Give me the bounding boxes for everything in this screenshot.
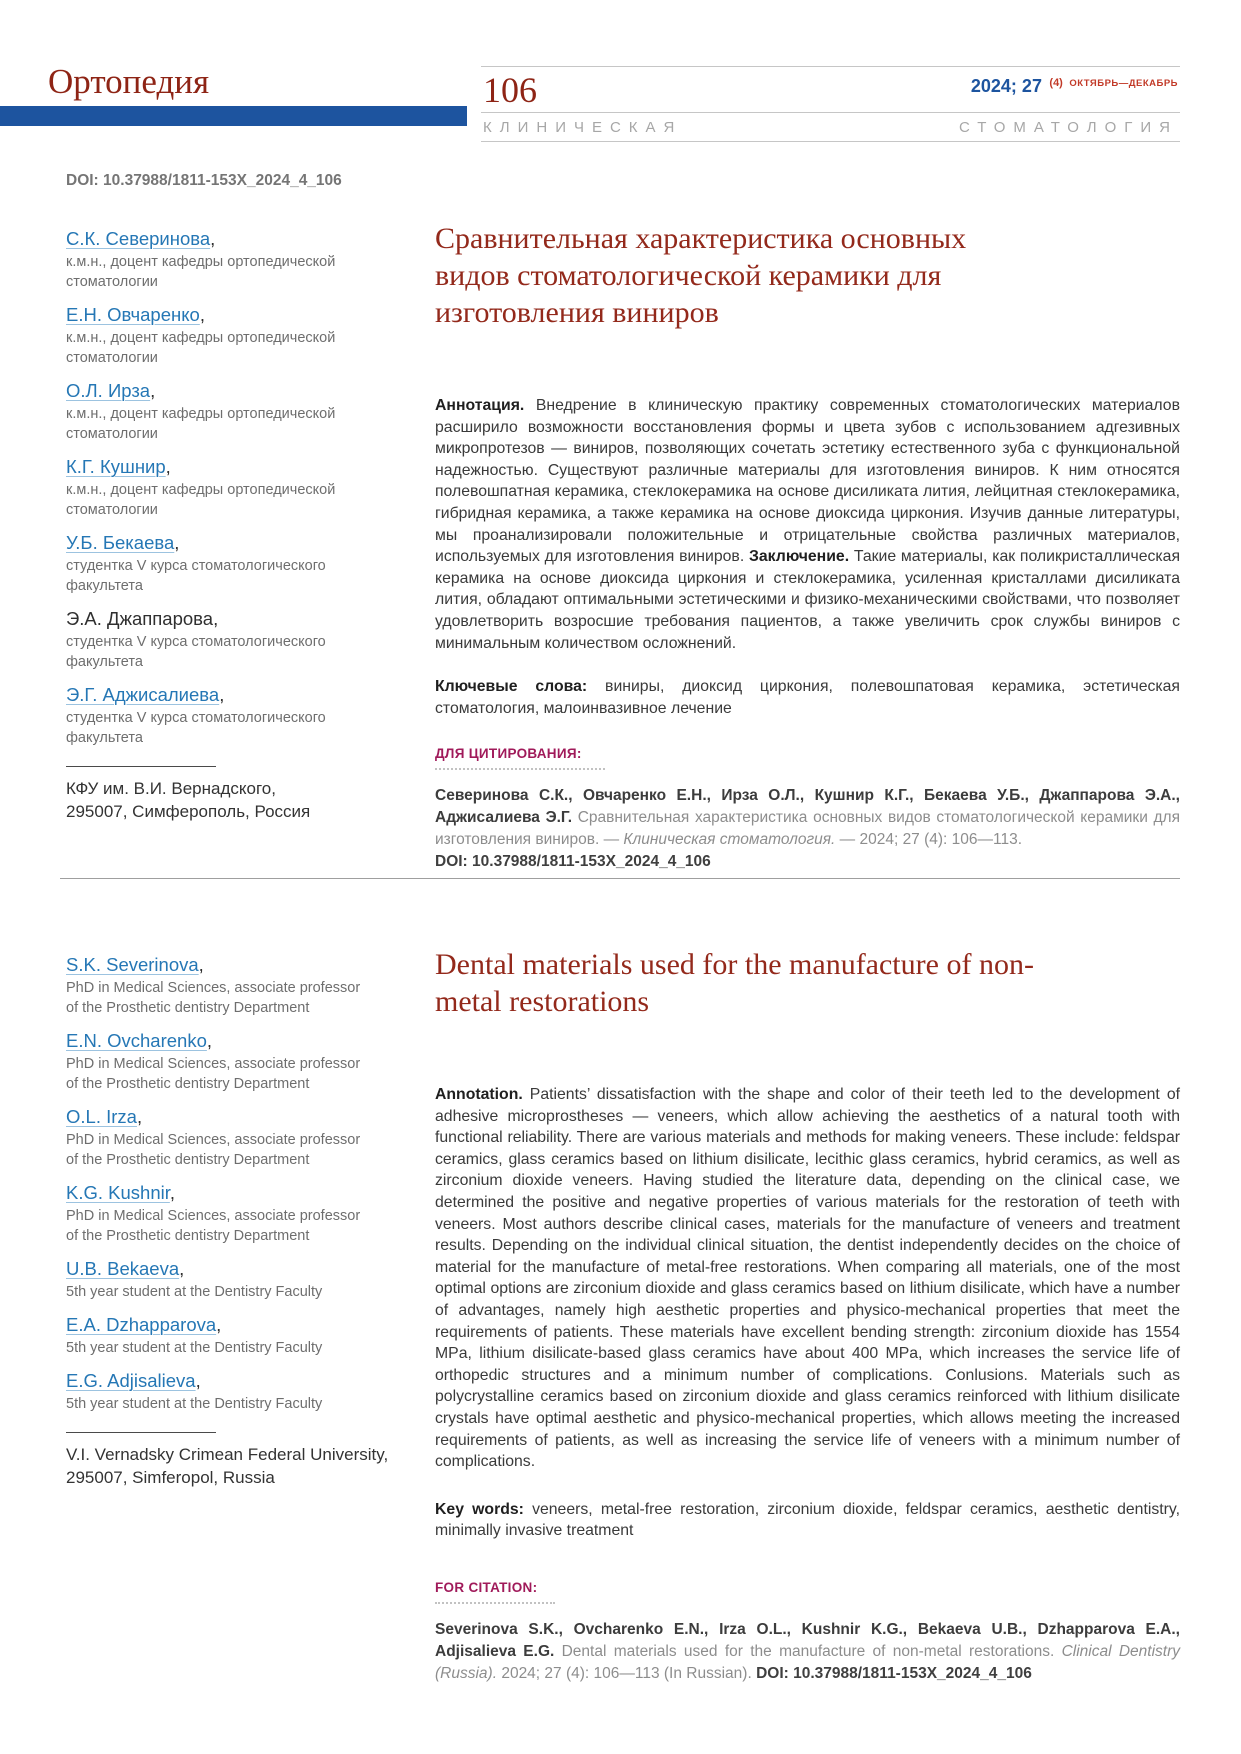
citation-tail: 2024; 27 (4): 106—113 (In Russian).: [497, 1664, 757, 1682]
comma: ,: [136, 1106, 143, 1127]
author-link[interactable]: О.Л. Ирза: [66, 380, 151, 401]
section-label: Ортопедия: [48, 62, 210, 101]
en-keywords: [435, 1499, 1180, 1542]
ru-abstract: [435, 395, 1180, 654]
header-center: [481, 66, 1180, 142]
ru-institution: [66, 777, 368, 823]
author-item: [66, 1180, 368, 1246]
header-rule-bottom: [481, 141, 1180, 142]
en-institution-line2: 295007, Simferopol, Russia: [66, 1468, 275, 1487]
ru-abstract-part2: Такие материалы, как поликристаллическая керамика на основе диоксида циркония и стеклокерамика, усиленная кристаллами дисиликата лития, обладают оптимальными эстетическими и физико-механическими свойствами, что позволяет удовлетворить возросшие требования пациентов, а также увеличить срок службы виниров с минимальным количеством осложнений.: [435, 548, 1180, 652]
institution-rule: [66, 766, 216, 767]
citation-tail: — 2024; 27 (4): 106—113.: [835, 831, 1023, 849]
journal-word-2: СТОМАТОЛОГИЯ: [958, 119, 1178, 136]
section-divider: [60, 878, 1180, 879]
author-link[interactable]: С.К. Северинова: [66, 228, 211, 249]
author-affiliation: PhD in Medical Sciences, associate professor of the Prosthetic dentistry Department: [66, 980, 361, 1016]
ru-citation-heading: [435, 746, 1180, 770]
keywords-label: Key words:: [435, 1500, 524, 1518]
journal-name: [481, 113, 1180, 141]
author-item: [66, 226, 368, 292]
comma: ,: [216, 1314, 222, 1335]
author-affiliation: к.м.н., доцент кафедры ортопедической стоматологии: [66, 330, 336, 366]
en-institution: [66, 1443, 389, 1489]
author-affiliation: 5th year student at the Dentistry Faculty: [66, 1284, 323, 1300]
conclusion-label: Заключение.: [749, 548, 850, 566]
author-item: [66, 1312, 368, 1358]
author-item: [66, 1104, 368, 1170]
ru-keywords-text: виниры, диоксид циркония, полевошпатовая керамика, эстетическая стоматология, малоинвазивное лечение: [435, 678, 1180, 717]
comma: ,: [169, 1182, 175, 1203]
en-institution-line1: V.I. Vernadsky Crimean Federal University,: [66, 1445, 389, 1464]
author-item: [66, 378, 368, 444]
author-link[interactable]: E.G. Adjisalieva: [66, 1370, 196, 1391]
author-link[interactable]: U.B. Bekaeva: [66, 1258, 180, 1279]
author-link[interactable]: К.Г. Кушнир: [66, 456, 166, 477]
ru-article-title: Сравнительная характеристика основных видов стоматологической керамики для изготовления виниров: [435, 222, 967, 329]
ru-citation: [435, 785, 1180, 873]
comma: ,: [174, 532, 180, 553]
author-link[interactable]: Е.Н. Овчаренко: [66, 304, 200, 325]
header-blue-bar: [0, 106, 467, 126]
ru-citation-heading-text: ДЛЯ ЦИТИРОВАНИЯ:: [435, 746, 582, 762]
en-authors-list: [66, 952, 389, 1489]
author-link[interactable]: S.K. Severinova: [66, 954, 199, 975]
author-link[interactable]: K.G. Kushnir: [66, 1182, 170, 1203]
author-affiliation: студентка V курса стоматологического факультета: [66, 634, 326, 670]
comma: ,: [165, 456, 171, 477]
author-item: [66, 682, 368, 748]
citation-doi: DOI: 10.37988/1811-153X_2024_4_106: [435, 853, 711, 871]
dotted-rule: [435, 768, 605, 770]
author-affiliation: к.м.н., доцент кафедры ортопедической стоматологии: [66, 254, 336, 290]
author-link[interactable]: E.A. Dzhapparova: [66, 1314, 217, 1335]
ru-article-block: [435, 220, 1180, 873]
author-affiliation: 5th year student at the Dentistry Faculty: [66, 1396, 323, 1412]
en-keywords-text: veneers, metal-free restoration, zirconium dioxide, feldspar ceramics, aesthetic dentistry, minimally invasive treatment: [435, 1500, 1180, 1540]
issue-info: [971, 76, 1178, 97]
author-item: [66, 302, 368, 368]
author-name: Э.А. Джаппарова: [66, 608, 214, 629]
author-item: [66, 454, 368, 520]
comma: ,: [195, 1370, 201, 1391]
ru-institution-line2: 295007, Симферополь, Россия: [66, 802, 311, 821]
comma: ,: [198, 954, 204, 975]
author-affiliation: к.м.н., доцент кафедры ортопедической стоматологии: [66, 482, 336, 518]
en-abstract-text: Patients’ dissatisfaction with the shape and color of their teeth led to the development of adhesive microprostheses — veneers, which allow achieving the aesthetics of a natural tooth with functional reliability. There are various materials and methods for making veneers. These include: feldspar ceramics, glass ceramics based on lithium disilicate, lecithic glass ceramics, hybrid ceramics, as well as zirconium dioxide veneers. Having studied the literature data, depending on the clinical case, we determined the positive and negative properties of various materials for the restoration of teeth with veneers. Most authors describe clinical cases, materials for the manufacture of veneers and treatment results. Depending on the individual clinical situation, the dentist independently decides on the choice of material for the manufacture of metal-free restorations. When comparing all materials, one of the most optimal options are zirconium dioxide and glass ceramics based on lithium disilicate, which have a number of advantages, namely high aesthetic properties and physico-mechanical properties that meet the requirements of patients. These materials have excellent bending strength: zirconium dioxide has 1554 MPa, lithium disilicate-based glass ceramics have about 400 MPa, which increases the service life of orthopedic structures and a minimum number of complications. Conlusions. Materials such as polycrystalline ceramics based on zirconium dioxide and glass ceramics reinforced with lithium disilicate crystals have optimal aesthetic and physico-mechanical properties, which allows meeting the increased requirements of patients, as well as increasing the service life of veneers with a minimum number of complications.: [435, 1086, 1180, 1471]
page-number: 106: [483, 70, 537, 110]
citation-journal: Клиническая стоматология.: [623, 831, 836, 849]
author-affiliation: PhD in Medical Sciences, associate professor of the Prosthetic dentistry Department: [66, 1208, 361, 1244]
en-abstract: [435, 1084, 1180, 1473]
citation-journal: Clinical Dentistry (Russia).: [435, 1642, 1180, 1682]
author-link[interactable]: У.Б. Бекаева: [66, 532, 175, 553]
institution-rule: [66, 1432, 216, 1433]
keywords-label: Ключевые слова:: [435, 678, 588, 696]
comma: ,: [199, 304, 205, 325]
ru-authors-list: [66, 226, 368, 823]
dotted-rule: [435, 1602, 555, 1604]
citation-doi: DOI: 10.37988/1811-153X_2024_4_106: [756, 1664, 1032, 1682]
comma: ,: [150, 380, 156, 401]
citation-text: Dental materials used for the manufacture of non-metal restorations.: [554, 1642, 1062, 1660]
author-link[interactable]: E.N. Ovcharenko: [66, 1030, 207, 1051]
abstract-label: Annotation.: [435, 1086, 523, 1103]
comma: ,: [213, 608, 219, 629]
author-item: [66, 952, 368, 1018]
author-affiliation: 5th year student at the Dentistry Faculty: [66, 1340, 323, 1356]
comma: ,: [210, 228, 216, 249]
ru-keywords: [435, 676, 1180, 719]
author-item: [66, 530, 368, 596]
author-affiliation: студентка V курса стоматологического факультета: [66, 710, 326, 746]
comma: ,: [206, 1030, 213, 1051]
author-affiliation: PhD in Medical Sciences, associate professor of the Prosthetic dentistry Department: [66, 1132, 361, 1168]
comma: ,: [179, 1258, 185, 1279]
abstract-label: Аннотация.: [435, 397, 525, 414]
article-doi: DOI: 10.37988/1811-153X_2024_4_106: [66, 172, 342, 189]
citation-authors: Северинова С.К., Овчаренко Е.Н., Ирза О.Л., Кушнир К.Г., Бекаева У.Б., Джаппарова Э.А., Аджисалиева Э.Г.: [435, 787, 1180, 827]
ru-abstract-part1: Внедрение в клиническую практику современных стоматологических материалов расширило возможности восстановления формы и цвета зубов с использованием адгезивных микропротезов — виниров, позволяющих сочетать эстетику естественного зуба с функциональной надежностью. Существуют различные материалы для изготовления виниров. К ним относятся полевошпатная керамика, стеклокерамика на основе дисиликата лития, лейцитная стеклокерамика, гибридная керамика, а также керамика на основе диоксида циркония. Изучив данные литературы, мы проанализировали положительные и отрицательные свойства различных материалов, используемых для изготовления виниров.: [435, 397, 1180, 566]
en-article-title: Dental materials used for the manufacture of non-metal restorations: [435, 948, 1034, 1018]
comma: ,: [219, 684, 225, 705]
en-article-block: [435, 946, 1180, 1685]
issue-volume: 2024; 27: [970, 76, 1042, 96]
citation-authors: Severinova S.K., Ovcharenko E.N., Irza O.L., Kushnir K.G., Bekaeva U.B., Dzhapparova E.A., Adjisalieva E.G.: [435, 1620, 1180, 1660]
journal-word-1: КЛИНИЧЕСКАЯ: [483, 119, 683, 136]
author-link[interactable]: O.L. Irza: [66, 1106, 137, 1127]
issue-months: ОКТЯБРЬ—ДЕКАБРЬ: [1069, 78, 1178, 89]
author-item: [66, 1368, 368, 1414]
ru-institution-line1: КФУ им. В.И. Вернадского,: [66, 779, 276, 798]
en-citation-heading-text: FOR CITATION:: [435, 1579, 538, 1595]
author-item: [66, 606, 368, 672]
author-affiliation: к.м.н., доцент кафедры ортопедической стоматологии: [66, 406, 336, 442]
author-link[interactable]: Э.Г. Аджисалиева: [66, 684, 220, 705]
author-item: [66, 1028, 368, 1094]
issue-number: (4): [1049, 77, 1063, 89]
en-citation: [435, 1619, 1180, 1685]
author-item: [66, 1256, 368, 1302]
author-affiliation: студентка V курса стоматологического факультета: [66, 558, 326, 594]
citation-text: Сравнительная характеристика основных видов стоматологической керамики для изготовления виниров. —: [435, 809, 1180, 849]
en-citation-heading: [435, 1580, 1180, 1604]
author-affiliation: PhD in Medical Sciences, associate professor of the Prosthetic dentistry Department: [66, 1056, 361, 1092]
